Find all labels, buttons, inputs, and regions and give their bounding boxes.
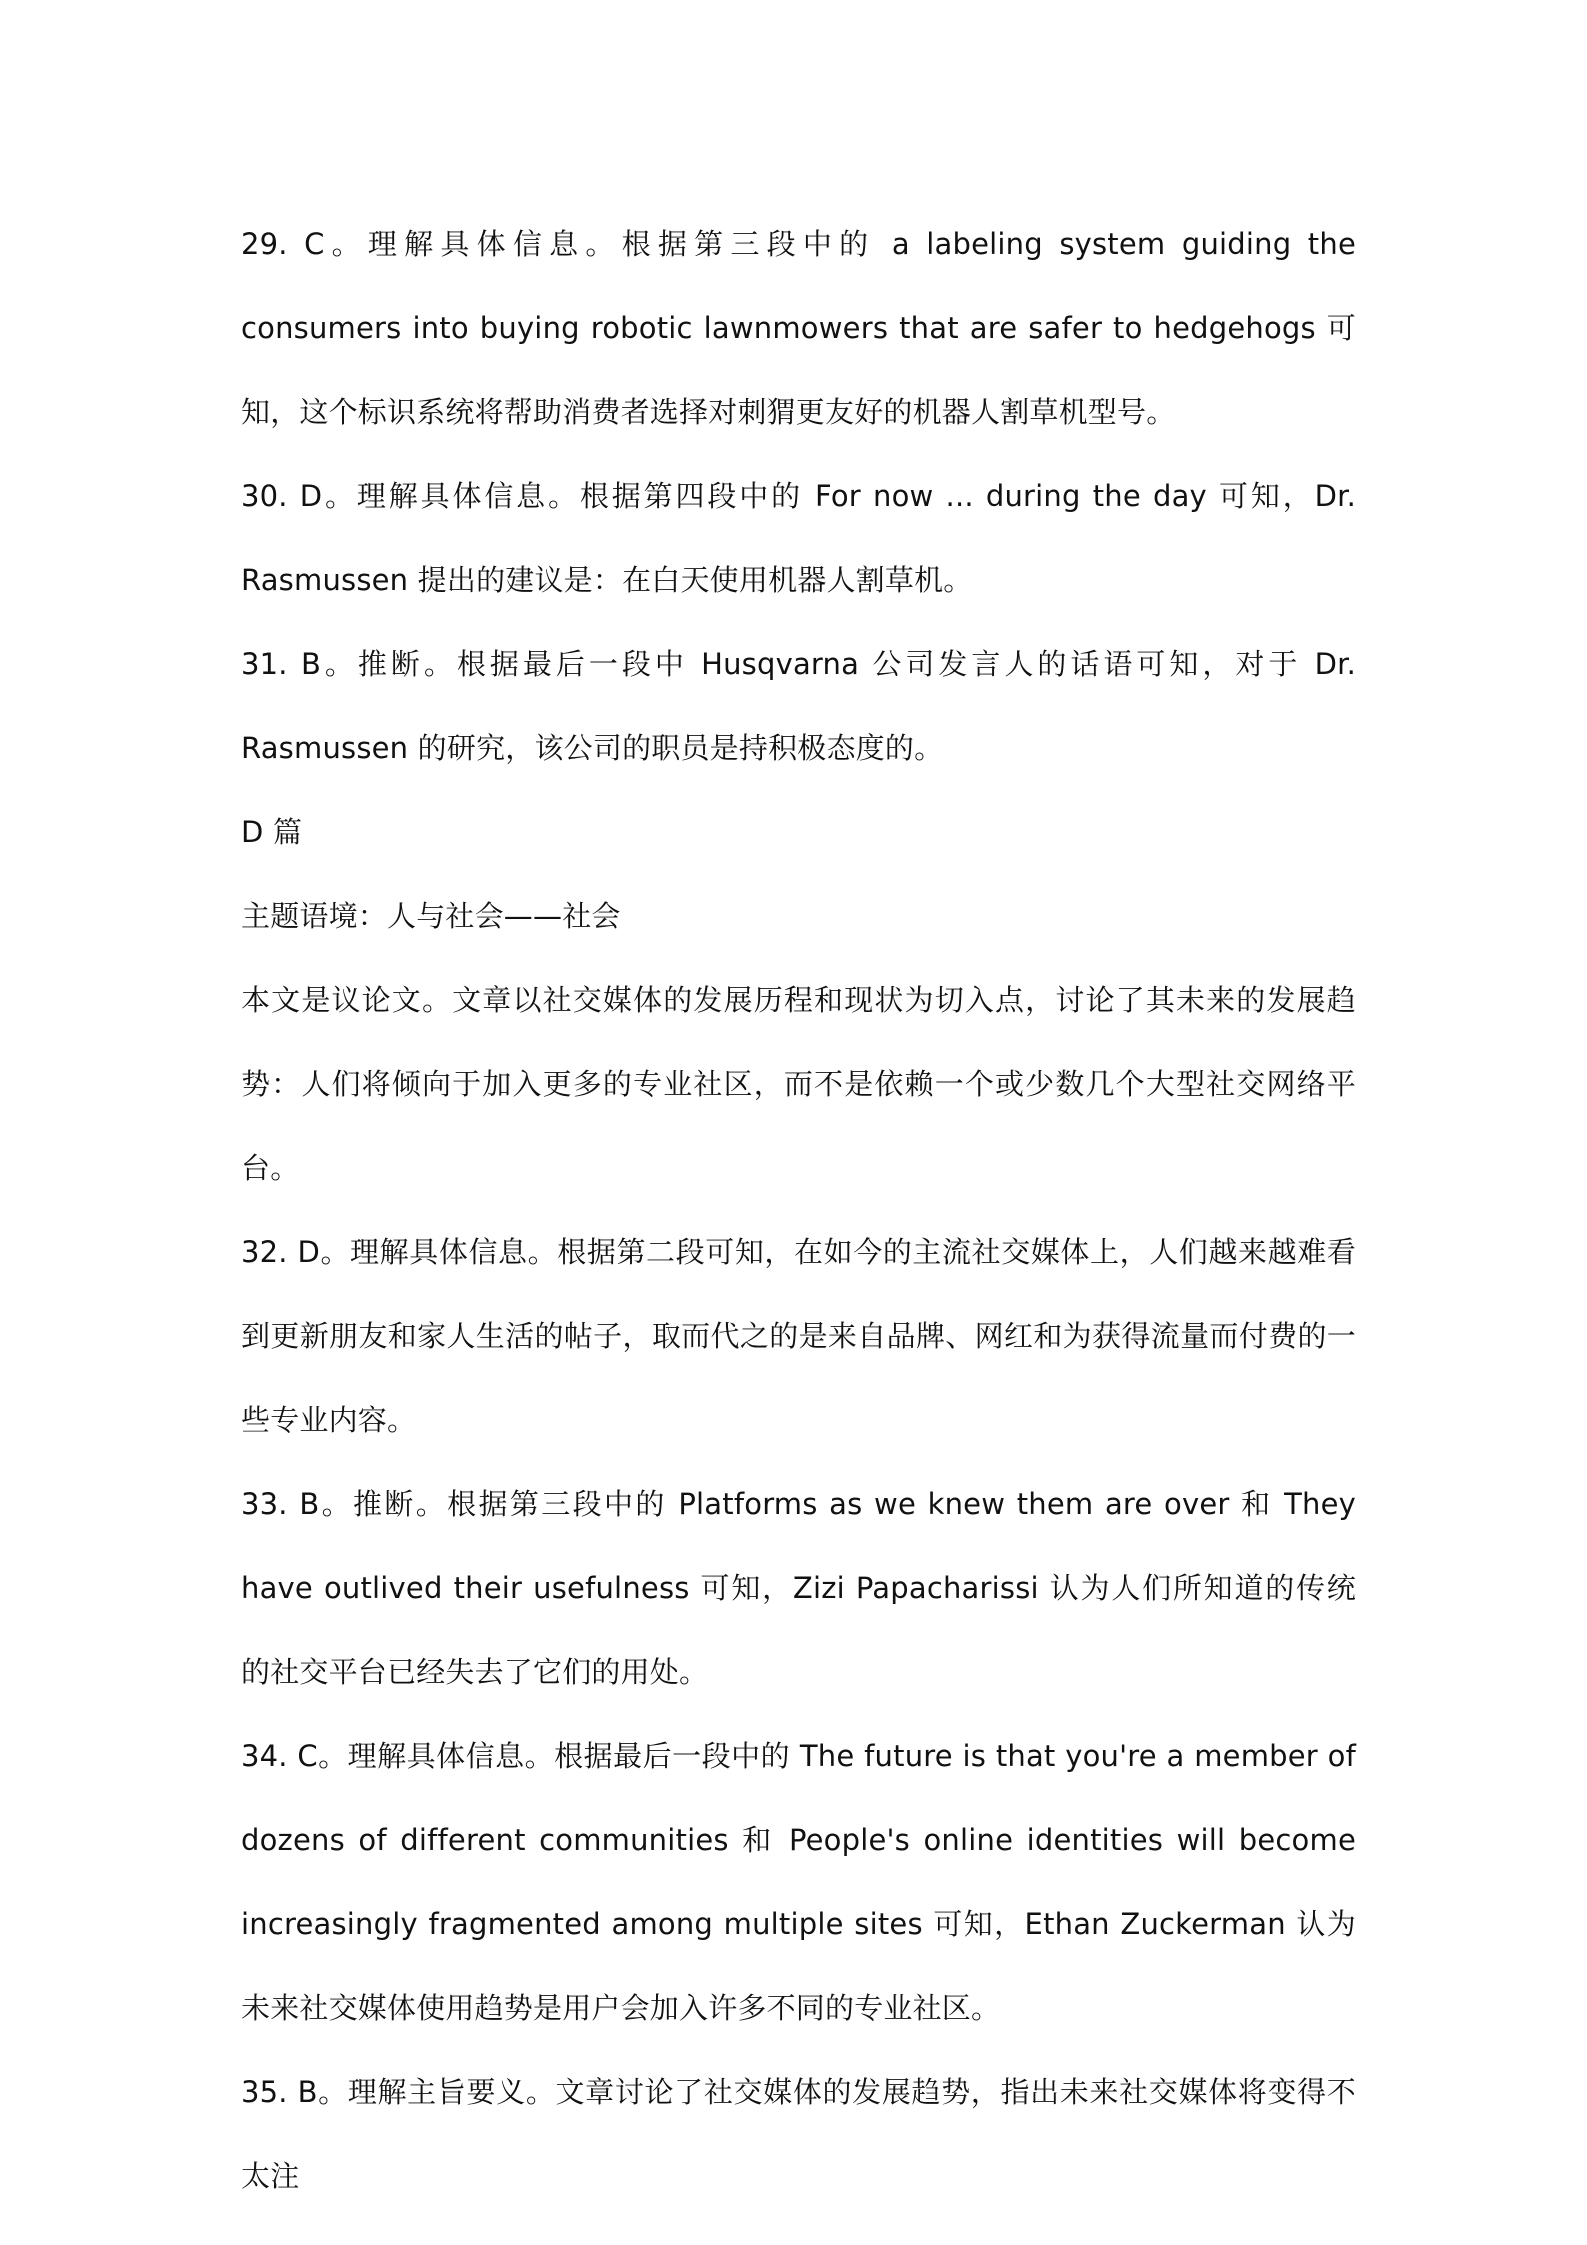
document-body bbox=[241, 202, 1356, 2218]
answer-35: 35. B。理解主旨要义。文章讨论了社交媒体的发展趋势，指出未来社交媒体将变得不太注 bbox=[241, 2075, 1356, 2193]
answer-29: 29. C。理解具体信息。根据第三段中的 a labeling system guiding the consumers into buying robotic lawnmowers that are safer to hedgehogs 可知，这个标识系统将帮助消费者选择对刺猬更友好的机器人割草机型号。 bbox=[241, 227, 1356, 429]
answer-31: 31. B。推断。根据最后一段中 Husqvarna 公司发言人的话语可知，对于 Dr. Rasmussen 的研究，该公司的职员是持积极态度的。 bbox=[241, 647, 1356, 765]
answer-33: 33. B。推断。根据第三段中的 Platforms as we knew them are over 和 They have outlived their usefulness 可知，Zizi Papacharissi 认为人们所知道的传统的社交平台已经失去了它们的用处。 bbox=[241, 1487, 1356, 1689]
answer-32: 32. D。理解具体信息。根据第二段可知，在如今的主流社交媒体上，人们越来越难看到更新朋友和家人生活的帖子，取而代之的是来自品牌、网红和为获得流量而付费的一些专业内容。 bbox=[241, 1235, 1356, 1437]
theme-context: 主题语境：人与社会——社会 bbox=[241, 899, 621, 933]
section-heading-d: D 篇 bbox=[241, 815, 303, 849]
passage-summary: 本文是议论文。文章以社交媒体的发展历程和现状为切入点，讨论了其未来的发展趋势：人们将倾向于加入更多的专业社区，而不是依赖一个或少数几个大型社交网络平台。 bbox=[241, 983, 1356, 1185]
answer-34: 34. C。理解具体信息。根据最后一段中的 The future is that you're a member of dozens of different communities 和 People's online identities will become increasingly fragmented among multiple sites 可知，Ethan Zuckerman 认为未来社交媒体使用趋势是用户会加入许多不同的专业社区。 bbox=[241, 1739, 1356, 2025]
answer-30: 30. D。理解具体信息。根据第四段中的 For now ... during the day 可知，Dr. Rasmussen 提出的建议是：在白天使用机器人割草机。 bbox=[241, 479, 1356, 597]
